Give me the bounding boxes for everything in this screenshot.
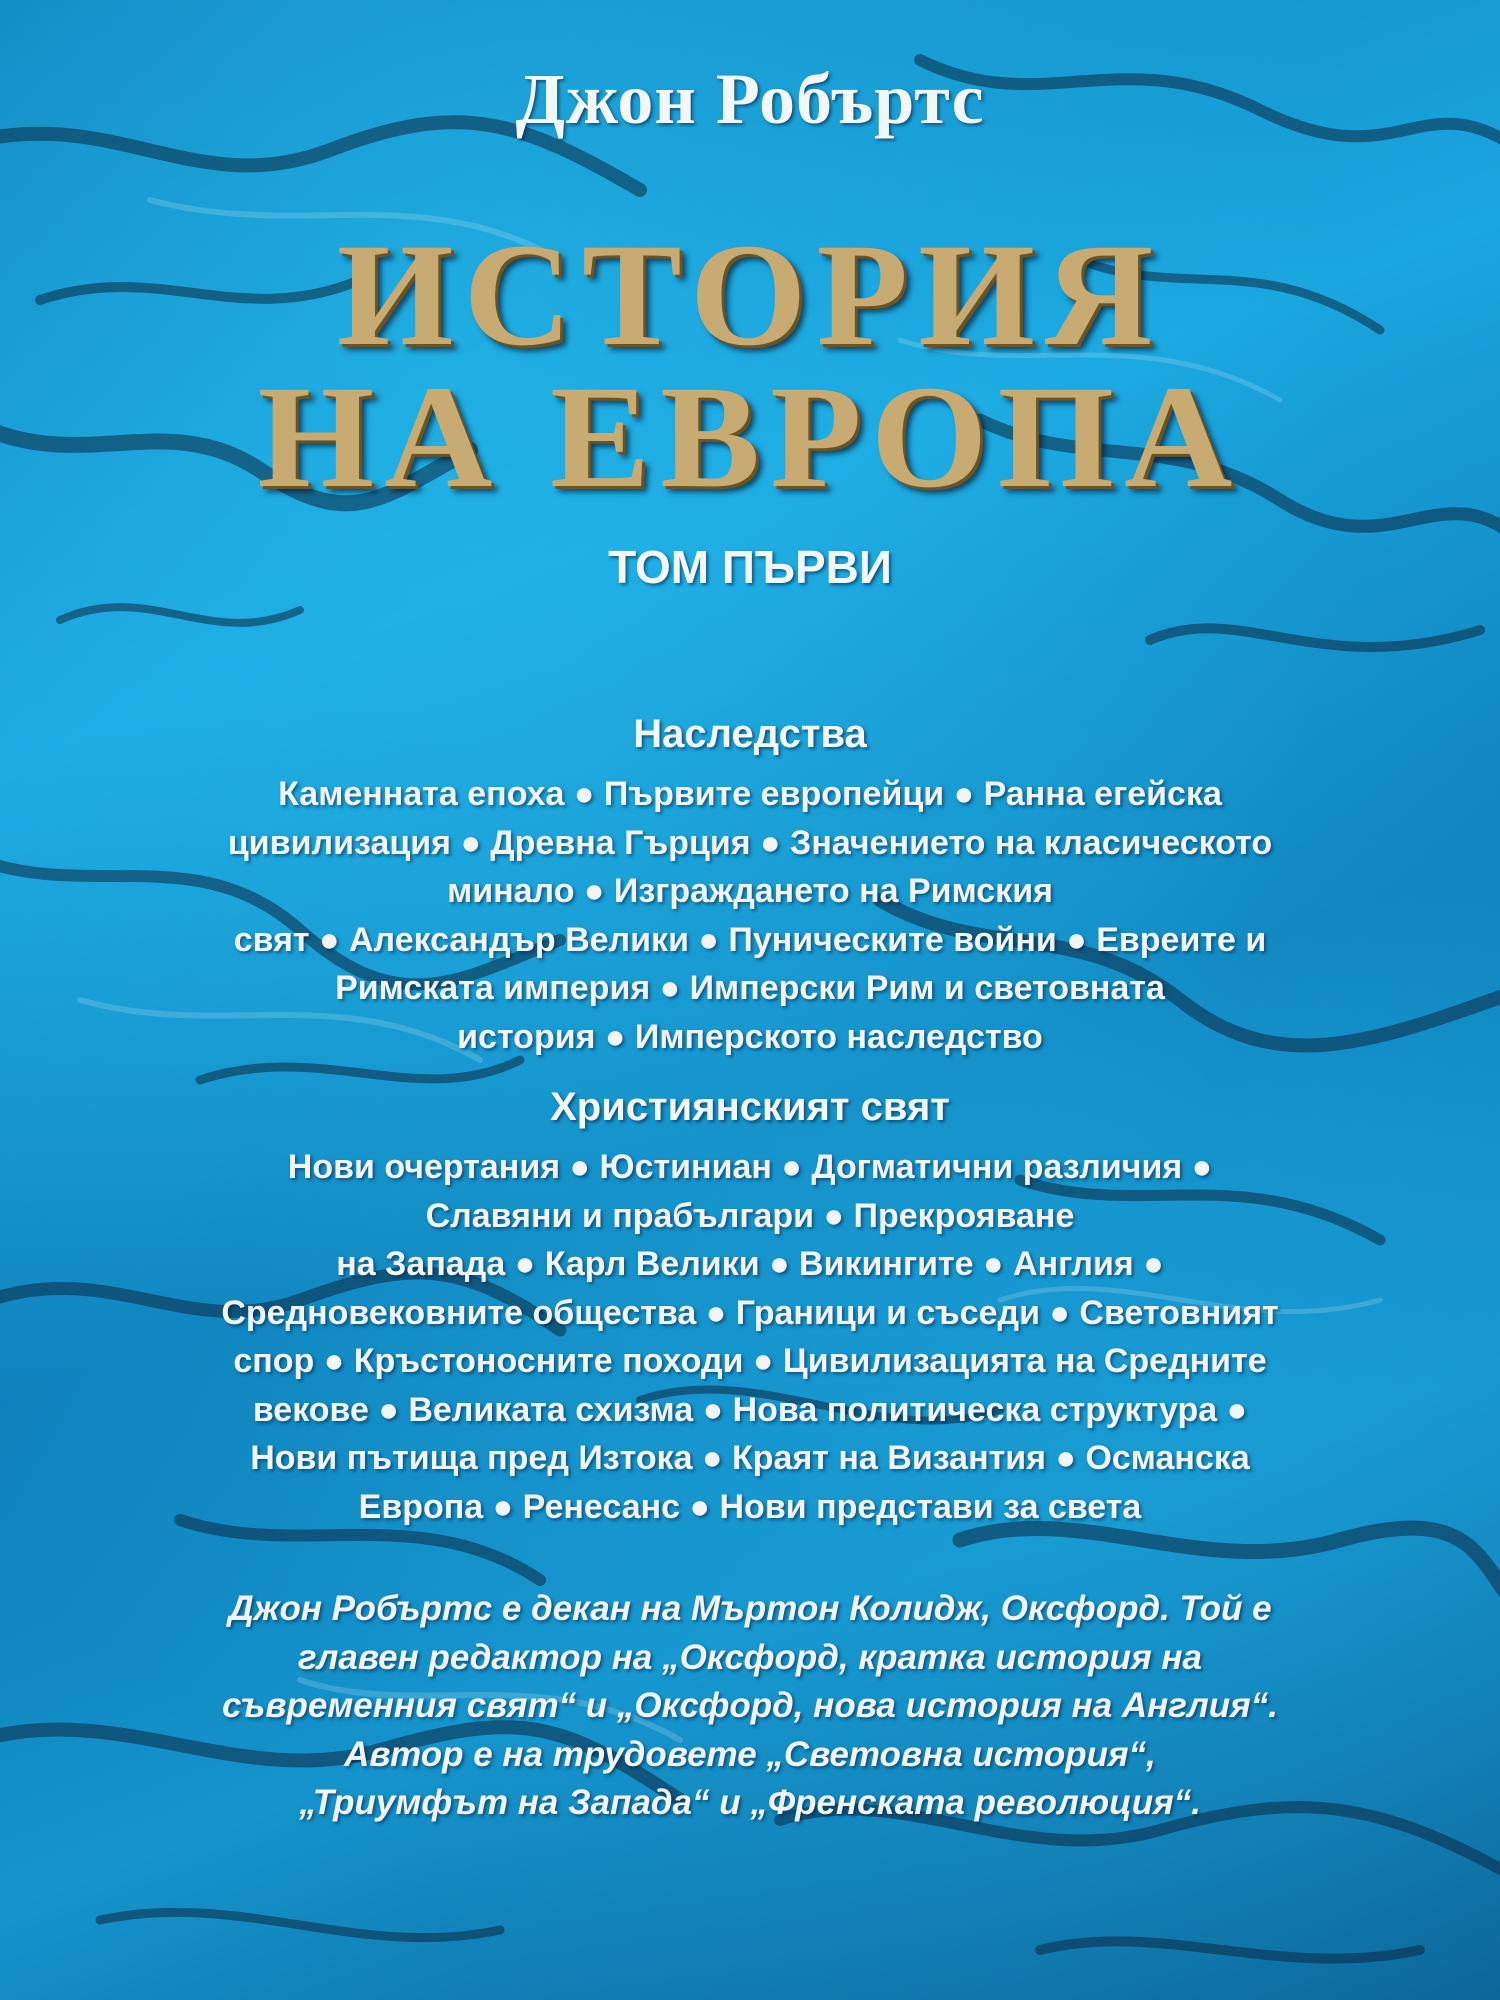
contents-line: Каменната епоха ● Първите европейци ● Ранна егейска xyxy=(278,775,1222,813)
section-contents-christian-world xyxy=(100,1143,1400,1531)
contents-line: Римската империя ● Имперски Рим и световната xyxy=(335,969,1165,1007)
book-title-line-2: НА ЕВРОПА xyxy=(257,355,1243,519)
contents-line: Славяни и прабългари ● Прекрояване xyxy=(425,1196,1075,1235)
book-title-line-1: ИСТОРИЯ xyxy=(336,213,1164,377)
section-heading-legacies: Наследства xyxy=(633,712,867,756)
contents-line: спор ● Кръстоносните походи ● Цивилизацията на Средните xyxy=(233,1342,1267,1380)
contents-line: минало ● Изграждането на Римския xyxy=(447,872,1053,910)
contents-line: Нови очертания ● Юстиниан ● Догматични различия ● xyxy=(287,1148,1213,1186)
contents-line: цивилизация ● Древна Гърция ● Значението на класическото xyxy=(227,823,1273,862)
bio-line: главен редактор на „Оксфорд, кратка история на xyxy=(297,1637,1203,1677)
contents-line: свят ● Александър Велики ● Пуническите войни ● Евреите и xyxy=(233,920,1267,959)
bio-line: Джон Робъртс е декан на Мъртон Колидж, Оксфорд. Той е xyxy=(228,1589,1272,1628)
contents-line: Нови пътища пред Изтока ● Краят на Византия ● Османска xyxy=(250,1439,1250,1477)
bio-line: съвременния свят“ и „Оксфорд, нова история на Англия“. xyxy=(222,1686,1278,1725)
author-bio xyxy=(100,1585,1400,1828)
author-name: Джон Робъртс xyxy=(515,59,985,139)
contents-line: история ● Имперското наследство xyxy=(457,1017,1043,1056)
bio-line: „Триумфът на Запада“ и „Френската революция“. xyxy=(299,1783,1201,1822)
volume-label: ТОМ ПЪРВИ xyxy=(608,541,892,593)
contents-line: на Запада ● Карл Велики ● Викингите ● Англия ● xyxy=(336,1245,1164,1283)
section-heading-christian-world: Християнският свят xyxy=(550,1085,950,1129)
section-contents-legacies xyxy=(100,770,1400,1061)
contents-line: Средновековните общества ● Граници и съседи ● Световният xyxy=(221,1293,1279,1332)
bio-line: Автор е на трудовете „Световна история“, xyxy=(344,1734,1156,1774)
contents-line: Европа ● Ренесанс ● Нови представи за света xyxy=(358,1487,1142,1526)
contents-line: векове ● Великата схизма ● Нова политическа структура ● xyxy=(252,1390,1248,1429)
